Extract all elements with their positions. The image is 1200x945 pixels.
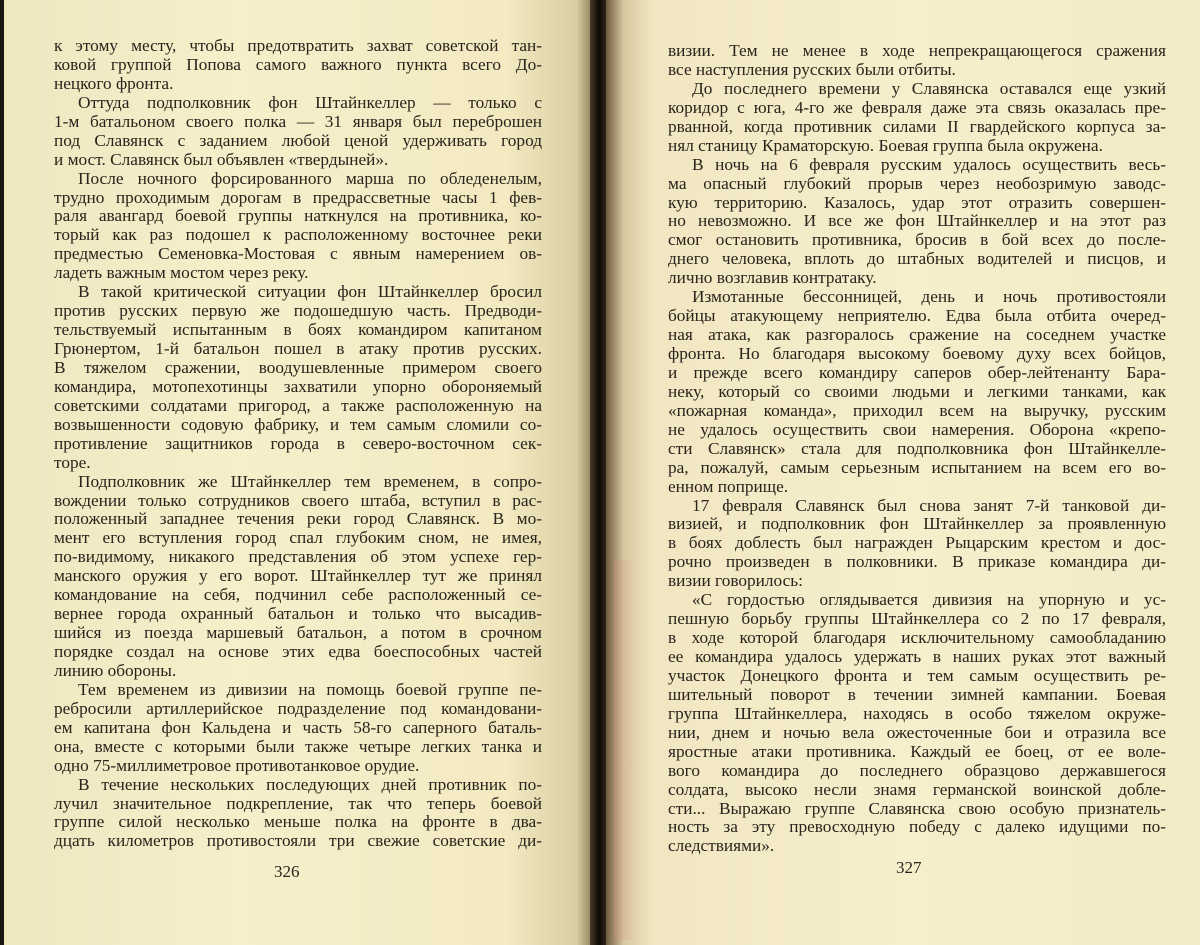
paragraph [668,156,1166,289]
text-line: Тем временем из дивизии на помощь боевой группе пе- [78,679,542,699]
text-line: манского оружия у его ворот. Штайнкеллер тут же принял [54,566,542,586]
text-line: тельствуемый испытанным в боях командиром капитаном [54,320,542,340]
text-line: порядке создал на основе этих едва боеспособных частей [54,642,542,661]
text-line: лично возглавив контратаку. [668,268,877,288]
text-line: В течение нескольких последующих дней противник по- [78,774,542,794]
text-line: В ночь на 6 февраля русским удалось осуществить весь- [692,154,1166,174]
text-line: к этому месту, чтобы предотвратить захват советской тан- [54,36,542,55]
text-line: визией, и подполковник фон Штайнкеллер за проявленную [668,514,1166,534]
paragraph [54,681,542,776]
text-line: в ходе которой благодаря исключительному самообладанию [668,628,1166,648]
text-line: фронта. Но благодаря высокому боевому духу всех бойцов, [668,344,1166,363]
text-line: вернее города охранный батальон и только что высадив- [54,604,542,624]
text-line: советскими солдатами пригород, а также расположенную на [54,395,542,415]
text-line: До последнего времени у Славянска оставался еще узкий [692,78,1166,98]
text-line: 1-м батальоном своего полка — 31 января был переброшен [54,111,542,131]
text-line: линию обороны. [54,660,177,680]
text-line: неку, который со своими людьми и легкими танками, как [668,381,1166,401]
text-line: противление защитников города в северо-восточном сек- [54,433,542,453]
text-line: сти Славянск» стала для подполковника фон Штайнкелле- [668,438,1166,458]
text-line: она, вместе с которыми были также четыре легких танка и [54,736,542,756]
text-line: группа Штайнкеллера, находясь в особо тяжелом окруже- [668,703,1166,723]
text-line: ее командира удалось удержать в наших руках этот важный [668,647,1166,666]
text-line: днего человека, вплоть до штабных водителей и писцов, и [668,249,1166,269]
text-line: ковой группой Попова самого важного пункта всего До- [54,54,542,74]
text-line: группе силой несколько меньше полка на фронте в два- [54,812,542,832]
left-page [4,0,594,945]
text-line: визии. Тем не менее в ходе непрекращающегося сражения [668,41,1166,60]
text-line: рочно произведен в полковники. В приказе командира ди- [668,552,1166,572]
page-body [54,37,542,851]
text-line: яростные атаки противника. Каждый ее боец, от ее воле- [668,741,1166,761]
text-line: лучил значительное подкрепление, так что теперь боевой [54,793,542,813]
page-number: 326 [274,862,300,881]
paragraph [668,80,1166,156]
text-line: нял станицу Краматорскую. Боевая группа была окружена. [668,135,1103,155]
text-line: енном поприще. [668,476,789,496]
paragraph [668,497,1166,592]
text-line: ма опасный глубокий прорыв через необозримую заводс- [668,173,1166,193]
page-body [668,42,1166,856]
text-line: дцать километров противостояли три свежие советские ди- [54,831,542,851]
text-line: положенный западнее течения реки город Славянск. В мо- [54,509,542,529]
text-line: шительный поворот в течении зимней кампании. Боевая [668,684,1166,704]
text-line: Подполковник же Штайнкеллер тем временем, в сопро- [78,471,542,491]
text-line: визии говорилось: [668,571,803,591]
text-line: возвышенности содовую фабрику, и тем самым сломили со- [54,414,542,434]
text-line: командование на себя, подчинил себе расположенный се- [54,585,542,605]
text-line: но невозможно. И все же фон Штайнкеллер и на этот раз [668,211,1166,231]
text-line: ная атака, как разгоралось сражение на соседнем участке [668,325,1166,345]
text-line: ность за эту превосходную победу с далеко идущими по- [668,817,1166,837]
text-line: торый как раз подошел к расположенному восточнее реки [54,225,542,245]
text-line: сти... Выражаю группе Славянска свою особую признатель- [668,798,1166,818]
text-line: одно 75-миллиметровое противотанковое орудие. [54,755,420,775]
text-line: следствиями». [668,836,775,856]
text-line: ем капитана фон Кальдена и часть 58-го саперного баталь- [54,717,542,737]
text-line: ра, пожалуй, самым серьезным испытанием на всем его во- [668,457,1166,477]
text-line: В тяжелом сражении, воодушевленные примером своего [54,357,542,377]
text-line: против русских первую же подошедшую часть. Предводи- [54,301,542,321]
text-line: предместью Семеновка-Мостовая с явным намерением ов- [54,244,542,264]
text-line: и прежде всего командиру саперов обер-лейтенанту Бара- [668,362,1166,382]
right-page [606,0,1200,945]
page-number: 327 [896,858,922,877]
text-line: торе. [54,452,91,472]
text-line: После ночного форсированного марша по обледенелым, [78,168,542,188]
text-line: ребросили артиллерийское подразделение под командовани- [54,698,542,718]
text-line: «С гордостью оглядывается дивизия на упорную и ус- [692,590,1166,610]
paragraph [54,94,542,170]
text-line: рванной, когда противник силами II гвардейского корпуса за- [668,116,1166,136]
text-line: бойцы атакующему неприятелю. Едва была отбита очеред- [668,306,1166,326]
text-line: командира, мотопехотинцы захватили упорно обороняемый [54,376,542,396]
text-line: мент его вступления город спал глубоким сном, не имея, [54,528,542,548]
text-line: «пожарная команда», приходил всем на выручку, русским [668,400,1166,420]
text-line: нии, днем и ночью вела ожесточенные бои и отразила все [668,722,1166,742]
text-line: пешную борьбу группы Штайнкеллера со 2 по 17 февраля, [668,609,1166,629]
paragraph [668,42,1166,80]
paragraph [54,37,542,94]
paragraph [54,283,542,472]
paragraph [54,473,542,681]
paragraph [668,591,1166,856]
paragraph [54,776,542,852]
text-line: смог остановить противника, бросив в бой всех до после- [668,230,1166,250]
text-line: солдата, высоко несли знамя германской воинской добле- [668,779,1166,799]
text-line: по-видимому, никакого представления об этом успехе гер- [54,547,542,567]
text-line: участок Донецкого фронта и тем самым осуществить ре- [668,665,1166,685]
text-line: не удалось осуществить свои намерения. Оборона «крепо- [668,419,1166,439]
text-line: 17 февраля Славянск был снова занят 7-й танковой ди- [692,495,1166,515]
text-line: коридор с юга, 4-го же февраля даже эта связь оказалась пре- [668,97,1166,117]
text-line: вого командира до последнего образцово державшегося [668,760,1166,780]
text-line: кую территорию. Казалось, удар этот отразить совершен- [668,192,1166,212]
text-line: шийся из поезда маршевый батальон, а потом в срочном [54,623,542,643]
text-line: Грюнертом, 1-й батальон пошел в атаку против русских. [54,339,542,358]
text-line: и мост. Славянск был объявлен «твердыней». [54,149,389,169]
text-line: в боях доблесть был награжден Рыцарским крестом и дос- [668,533,1166,553]
text-line: Измотанные бессонницей, день и ночь противостояли [692,287,1166,307]
paragraph [54,170,542,284]
text-line: Оттуда подполковник фон Штайнкеллер — только с [78,92,542,112]
text-line: трудно проходимым дорогам в предрассветные часы 1 фев- [54,187,542,207]
text-line: нецкого фронта. [54,73,174,93]
paragraph [668,288,1166,496]
text-line: все наступления русских были отбиты. [668,59,956,79]
text-line: В такой критической ситуации фон Штайнкеллер бросил [78,282,542,302]
text-line: раля авангард боевой группы наткнулся на противника, ко- [54,206,542,226]
text-line: под Славянск с заданием любой ценой удерживать город [54,130,542,150]
text-line: вождении только сотрудников своего штаба, вступил в рас- [54,490,542,510]
text-line: ладеть важным мостом через реку. [54,263,309,283]
